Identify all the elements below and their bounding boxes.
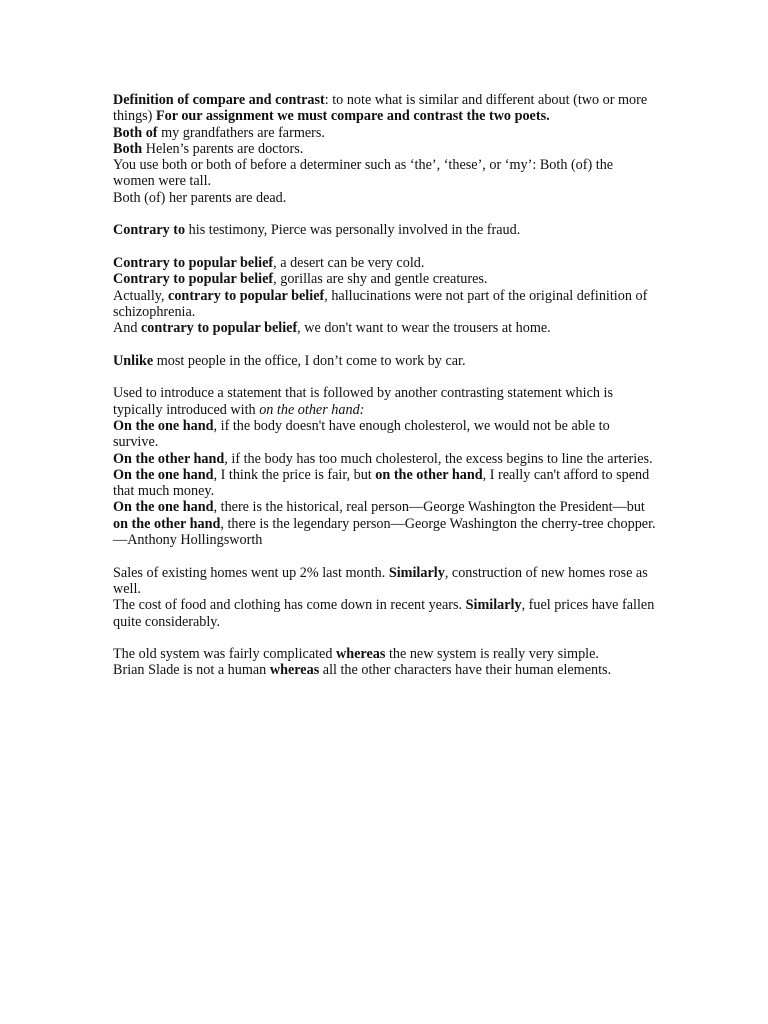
text-line (113, 320, 658, 336)
text-line (113, 255, 658, 271)
text-run: his testimony, Pierce was personally involved in the fraud. (185, 222, 521, 239)
bold-phrase: On the one hand (113, 499, 214, 516)
bold-phrase: whereas (336, 646, 386, 663)
text-run: Helen’s parents are doctors. (142, 140, 304, 157)
bold-phrase: On the one hand (113, 466, 214, 483)
bold-phrase: On the other hand (113, 450, 225, 467)
text-line (113, 467, 658, 500)
bold-phrase: contrary to popular belief (140, 320, 298, 337)
bold-phrase: whereas (269, 662, 320, 679)
italic-phrase: on the other hand: (259, 401, 365, 418)
text-line (113, 385, 658, 418)
text-run: , if the body has too much cholesterol, the excess begins to line the arteries. (224, 450, 653, 467)
bold-phrase: Unlike (113, 352, 154, 369)
text-line (113, 353, 658, 369)
bold-phrase: Similarly (388, 564, 445, 581)
text-line (113, 597, 658, 630)
bold-phrase: On the one hand (113, 417, 214, 434)
text-run: all the other characters have their human elements. (319, 662, 612, 679)
paragraph (113, 92, 658, 206)
text-run: , fuel prices have fallen quite considerably. (113, 597, 655, 630)
text-run: , construction of new homes rose as well. (113, 564, 648, 597)
text-line (113, 418, 658, 451)
text-line (113, 190, 658, 206)
text-run: The cost of food and clothing has come down in recent years. (113, 597, 466, 614)
paragraph (113, 646, 658, 679)
text-line (113, 157, 658, 190)
text-run: , I really can't afford to spend that much money. (113, 466, 650, 500)
text-line (113, 288, 658, 321)
text-line (113, 271, 658, 287)
text-run: , there is the legendary person—George Washington the cherry-tree chopper.—Anthony Hollingsworth (113, 515, 656, 549)
bold-phrase: on the other hand (113, 515, 221, 532)
paragraph (113, 353, 658, 369)
text-run: , I think the price is fair, but (213, 466, 376, 483)
paragraph (113, 255, 658, 336)
text-line (113, 565, 658, 598)
bold-phrase: contrary to popular belief (168, 287, 325, 304)
bold-phrase: Contrary to (113, 222, 186, 239)
text-run: Used to introduce a statement that is followed by another contrasting statement which is typically introduced with (113, 385, 613, 418)
text-run: my grandfathers are farmers. (157, 124, 325, 141)
text-run: Both (of) her parents are dead. (113, 189, 287, 206)
text-run: , a desert can be very cold. (273, 254, 425, 271)
text-run: Sales of existing homes went up 2% last month. (113, 564, 389, 581)
text-line (113, 125, 658, 141)
text-run: Brian Slade is not a human (113, 662, 270, 679)
paragraph (113, 385, 658, 548)
bold-phrase: Definition of compare and contrast (113, 92, 325, 108)
bold-phrase: Both (113, 140, 143, 157)
text-line (113, 646, 658, 662)
text-line (113, 451, 658, 467)
text-run: , hallucinations were not part of the original definition of schizophrenia. (113, 287, 648, 320)
bold-phrase: Similarly (465, 597, 522, 614)
bold-phrase: For our assignment we must compare and contrast the two poets. (155, 108, 550, 125)
text-line (113, 662, 658, 678)
bold-phrase: on the other hand (375, 466, 483, 483)
text-line (113, 141, 658, 157)
paragraph (113, 222, 658, 238)
text-run: most people in the office, I don’t come to work by car. (153, 352, 466, 369)
text-run: And (113, 320, 141, 337)
text-run: The old system was fairly complicated (113, 646, 336, 663)
text-run: You use both or both of before a determiner such as ‘the’, ‘these’, or ‘my’: Both (of) the women were tall. (113, 157, 614, 190)
text-line (113, 499, 658, 548)
bold-phrase: Contrary to popular belief (113, 254, 274, 271)
text-run: Actually, (113, 287, 169, 304)
text-run: , there is the historical, real person—George Washington the President—but (213, 499, 645, 516)
text-run: , if the body doesn't have enough cholesterol, we would not be able to survive. (113, 417, 610, 451)
text-run: , gorillas are shy and gentle creatures. (273, 271, 488, 288)
text-line (113, 222, 658, 238)
text-run: : to note what is similar and different about (two or more things) (113, 92, 648, 125)
text-run: , we don't want to wear the trousers at home. (297, 320, 551, 337)
document-page (113, 92, 658, 679)
text-run: the new system is really very simple. (385, 646, 599, 663)
text-line (113, 92, 658, 125)
bold-phrase: Contrary to popular belief (113, 271, 274, 288)
bold-phrase: Both of (113, 124, 158, 141)
paragraph (113, 565, 658, 630)
